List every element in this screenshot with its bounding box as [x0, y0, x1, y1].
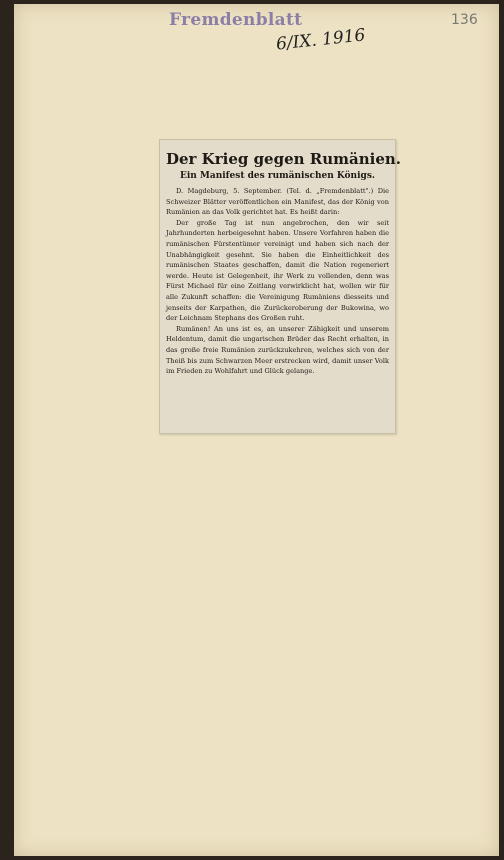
clipping-paragraph: Der große Tag ist nun angebrochen, den wir seit Jahrhunderten herbeigesehnt haben. Unsere Vorfahren haben die rumänischen Fürstentümer vereinigt und haben sich nach der Unabhängigkeit gesehnt. Sie haben die Einheitlichkeit des rumänischen Staates geschaffen, damit die Nation regeneriert werde. Heute ist Gelegenheit, ihr Werk zu vollenden, denn was Fürst Michael für eine Zeitlang verwirklicht hat, wollen wir für alle Zukunft schaffen: die Vereinigung Rumäniens diesseits und jenseits der Karpathen, die Zurückeroberung der Bukowina, wo der Leichnam Stephans des Großen ruht.: [166, 218, 389, 323]
publication-stamp: Fremdenblatt: [169, 10, 303, 30]
clipping-paragraph: Rumänen! An uns ist es, an unserer Zähigkeit und unserem Heldentum, damit die ungarischen Brüder das Recht erhalten, in das große freie Rumänien zurückzukehren, welches sich von der Theiß bis zum Schwarzen Meer erstrecken wird, damit unser Volk im Frieden zu Wohlfahrt und Glück gelange.: [166, 324, 389, 376]
clipping-paragraph: D. Magdeburg, 5. September. (Tel. d. „Fremdenblatt".) Die Schweizer Blätter veröffentlichen ein Manifest, das der König von Rumänien an das Volk gerichtet hat. Es heißt darin:: [166, 187, 389, 217]
clipping-headline: Der Krieg gegen Rumänien.: [166, 150, 401, 168]
clipping-subheadline: Ein Manifest des rumänischen Königs.: [179, 171, 376, 181]
newspaper-clipping: [159, 139, 401, 434]
page-number: 136: [451, 12, 478, 28]
handwritten-date: 6/IX. 1916: [275, 25, 367, 55]
archive-sheet: [14, 4, 499, 856]
